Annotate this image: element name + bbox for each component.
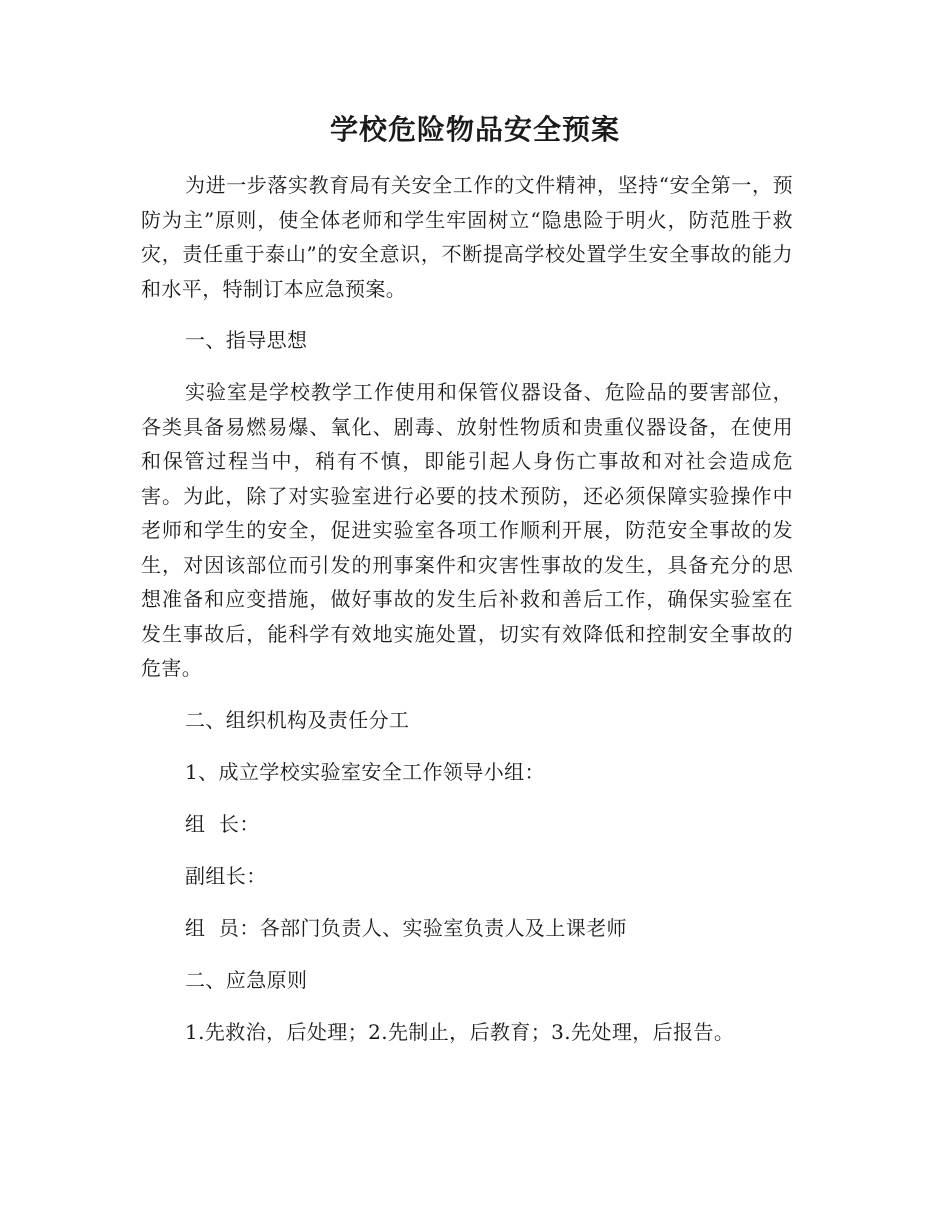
- section-heading-organization: 二、组织机构及责任分工: [185, 707, 410, 732]
- document-title: 学校危险物品安全预案: [329, 113, 620, 146]
- intro-paragraph: 为进一步落实教育局有关安全工作的文件精神，坚持“安全第一，预防为主”原则，使全体老师和学生牢固树立“隐患险于明火，防范胜于救灾，责任重于泰山”的安全意识，不断提高学校处置学生安全事故的能力和水平，特制订本应急预案。: [141, 173, 793, 301]
- group-leader-item: 组 长：: [185, 811, 260, 836]
- section-heading-guiding-ideology: 一、指导思想: [185, 328, 308, 352]
- emergency-principles-item: 1.先救治，后处理；2.先制止，后教育；3.先处理，后报告。: [185, 1019, 735, 1044]
- group-members-item: 组 员：各部门负责人、实验室负责人及上课老师: [185, 915, 627, 940]
- document-body: [141, 168, 793, 1067]
- deputy-leader-item: 副组长：: [185, 863, 267, 888]
- leadership-group-item: 1、成立学校实验室安全工作领导小组：: [185, 759, 545, 784]
- guiding-ideology-paragraph: 实验室是学校教学工作使用和保管仪器设备、危险品的要害部位，各类具备易燃易爆、氧化、剧毒、放射性物质和贵重仪器设备，在使用和保管过程当中，稍有不慎，即能引起人身伤亡事故和对社会造成危害。为此，除了对实验室进行必要的技术预防，还必须保障实验操作中老师和学生的安全，促进实验室各项工作顺利开展，防范安全事故的发生，对因该部位而引发的刑事案件和灾害性事故的发生，具备充分的思想准备和应变措施，做好事故的发生后补救和善后工作，确保实验室在发生事故后，能科学有效地实施处置，切实有效降低和控制安全事故的危害。: [141, 380, 793, 680]
- section-heading-emergency-principles: 二、应急原则: [185, 967, 308, 992]
